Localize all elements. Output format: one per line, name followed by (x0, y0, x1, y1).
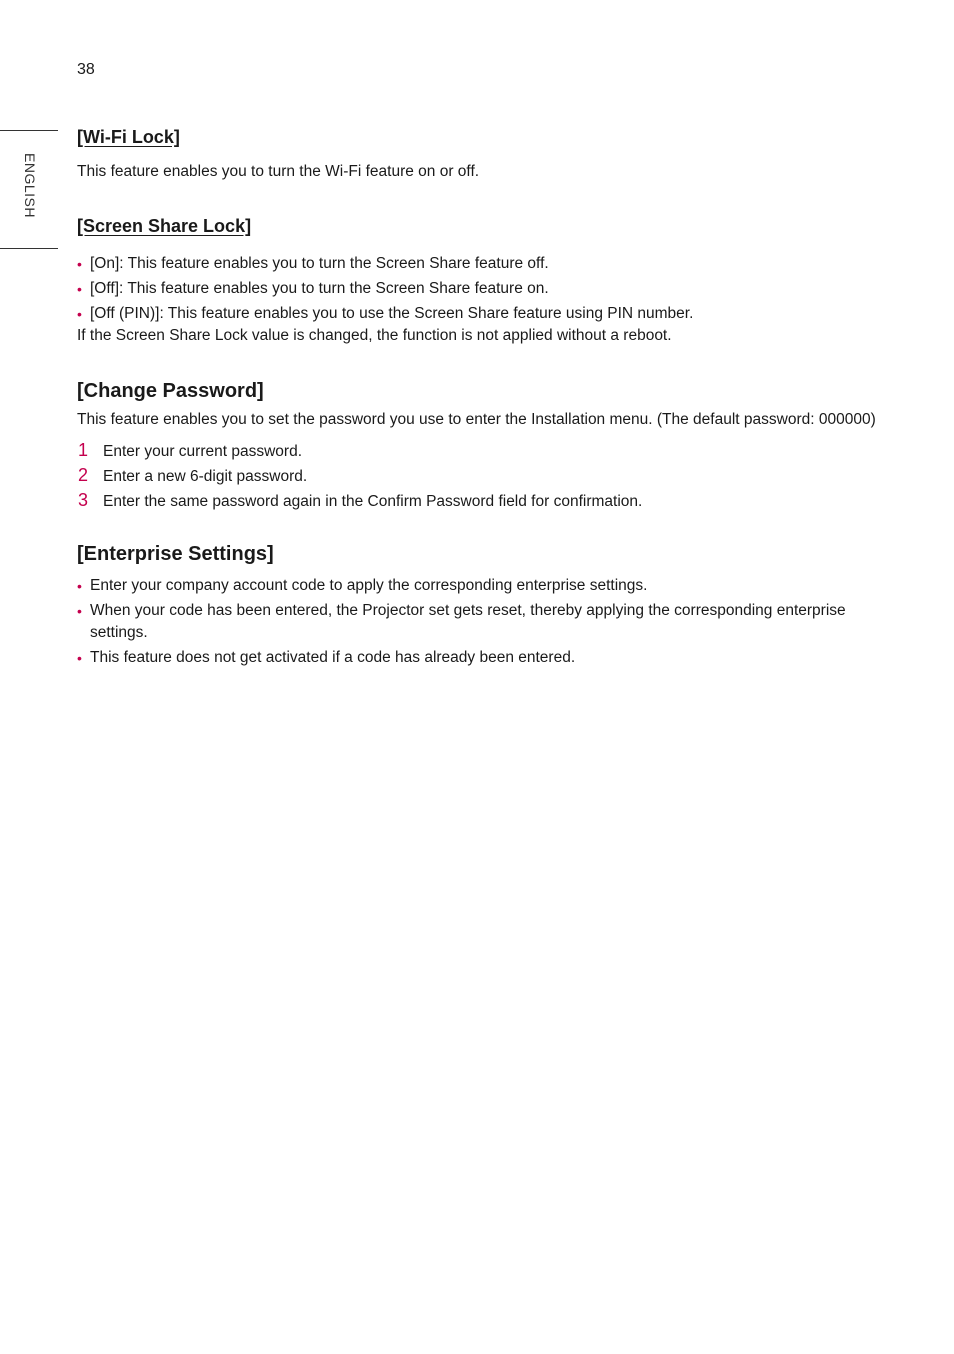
step-item (77, 491, 877, 513)
bullet-icon: • (77, 603, 82, 619)
step-item (77, 466, 877, 488)
language-side-tab (0, 130, 58, 249)
step-item (77, 441, 877, 463)
list-item-text: [On]: This feature enables you to turn the Screen Share feature off. (90, 255, 549, 272)
list-item-text: When your code has been entered, the Projector set gets reset, thereby applying the corresponding enterprise settings. (90, 602, 846, 641)
bullet-icon: • (77, 306, 82, 322)
wifi-lock-heading: [Wi-Fi Lock] (77, 127, 180, 147)
list-item (77, 600, 867, 644)
step-text: Enter a new 6-digit password. (103, 468, 308, 485)
step-number: 2 (78, 465, 89, 485)
bullet-icon: • (77, 650, 82, 666)
list-item-text: [Off]: This feature enables you to turn the Screen Share feature on. (90, 280, 549, 297)
bullet-icon: • (77, 281, 82, 297)
change-password-heading: [Change Password] (77, 380, 264, 402)
step-text: Enter your current password. (103, 443, 303, 460)
step-number: 1 (78, 440, 89, 460)
screen-share-lock-note: If the Screen Share Lock value is changed, the function is not applied without a reboot. (77, 327, 672, 344)
list-item (77, 575, 877, 597)
step-text: Enter the same password again in the Confirm Password field for confirmation. (103, 493, 643, 510)
bullet-icon: • (77, 256, 82, 272)
language-label: ENGLISH (22, 153, 38, 218)
enterprise-settings-heading: [Enterprise Settings] (77, 543, 274, 565)
bullet-icon: • (77, 578, 82, 594)
list-item (77, 303, 877, 325)
list-item (77, 253, 877, 275)
list-item (77, 278, 877, 300)
step-number: 3 (78, 490, 89, 510)
list-item-text: Enter your company account code to apply the corresponding enterprise settings. (90, 577, 648, 594)
wifi-lock-description: This feature enables you to turn the Wi-Fi feature on or off. (77, 163, 480, 180)
list-item-text: [Off (PIN)]: This feature enables you to use the Screen Share feature using PIN number. (90, 305, 694, 322)
change-password-description: This feature enables you to set the password you use to enter the Installation menu. (The default password: 000000) (77, 411, 876, 428)
page-number: 38 (77, 61, 95, 78)
list-item-text: This feature does not get activated if a code has already been entered. (90, 649, 576, 666)
list-item (77, 647, 877, 669)
screen-share-lock-heading: [Screen Share Lock] (77, 216, 252, 236)
